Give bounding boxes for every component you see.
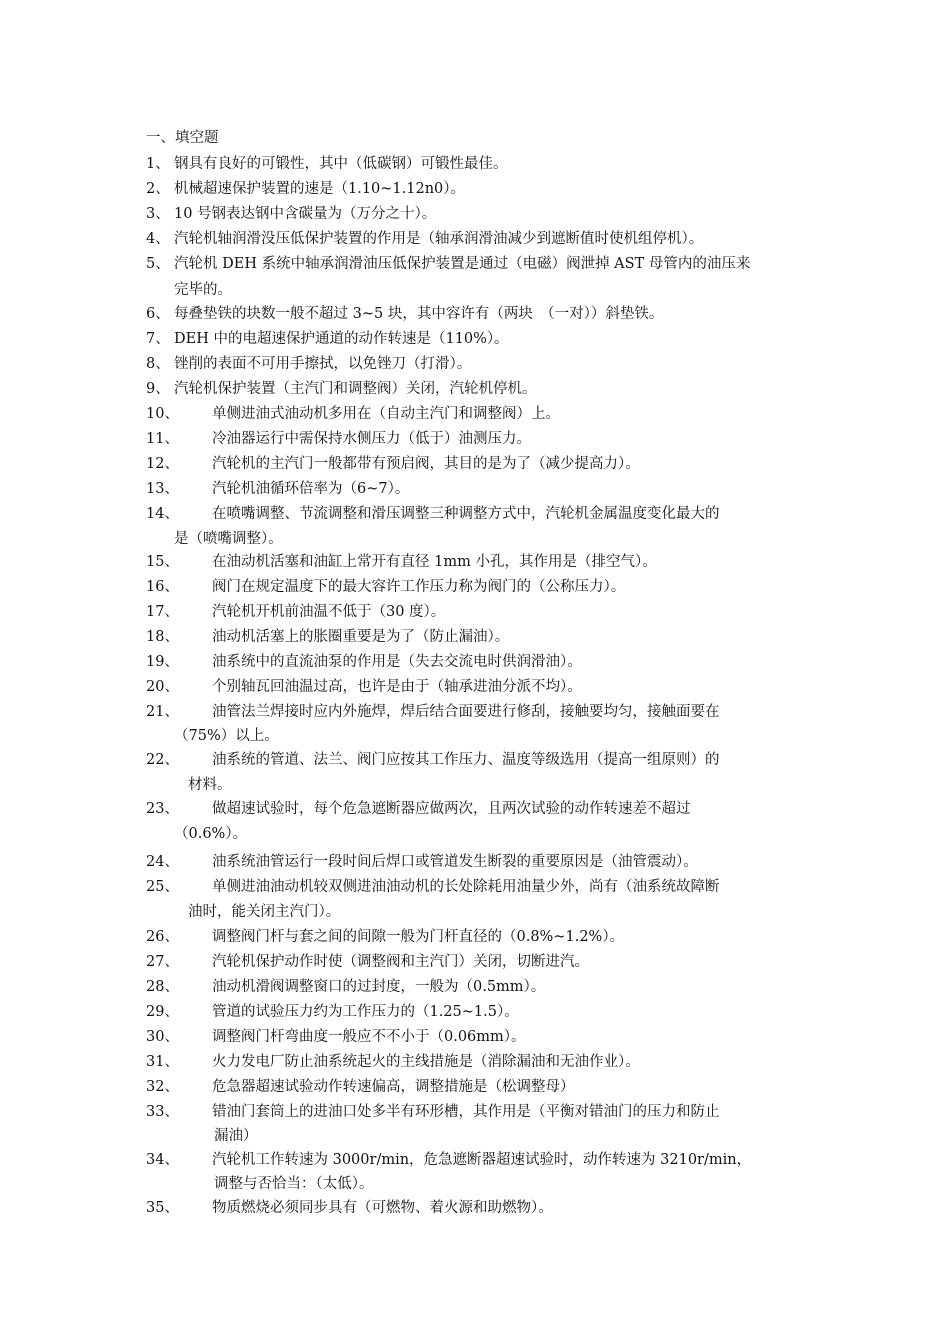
item-number: 25、: [146, 879, 179, 895]
item-text: 汽轮机油循环倍率为（6~7）。: [212, 481, 410, 497]
item-number: 35、: [146, 1200, 179, 1216]
section-heading: 一、填空题: [146, 130, 219, 146]
item-text-continuation: （75%）以上。: [174, 728, 279, 744]
item-text: 钢具有良好的可锻性，其中（低碳钢）可锻性最佳。: [174, 156, 508, 172]
item-number: 27、: [146, 954, 179, 970]
item-text: 调整阀门杆与套之间的间隙一般为门杆直径的（0.8%~1.2%）。: [212, 929, 625, 945]
item-number: 19、: [146, 654, 179, 670]
item-number: 28、: [146, 979, 179, 995]
item-text: 汽轮机的主汽门一般都带有预启阀，其目的是为了（减少提高力）。: [212, 456, 640, 472]
item-text: 火力发电厂防止油系统起火的主线措施是（消除漏油和无油作业）。: [212, 1054, 640, 1070]
item-number: 9、: [146, 381, 170, 397]
item-text: 汽轮机轴润滑没压低保护装置的作用是（轴承润滑油减少到遮断值时使机组停机）。: [174, 231, 704, 247]
item-text: 汽轮机工作转速为 3000r/min，危急遮断器超速试验时，动作转速为 3210r/min，: [212, 1152, 752, 1168]
item-text: 油管法兰焊接时应内外施焊，焊后结合面要进行修刮，接触要均匀，接触面要在: [212, 704, 720, 720]
item-number: 22、: [146, 752, 179, 768]
item-number: 21、: [146, 704, 179, 720]
item-number: 29、: [146, 1004, 179, 1020]
item-text: 冷油器运行中需保持水侧压力（低于）油测压力。: [212, 431, 531, 447]
item-number: 7、: [146, 331, 170, 347]
item-text: 汽轮机保护动作时使（调整阀和主汽门）关闭，切断进汽。: [212, 954, 589, 970]
item-number: 17、: [146, 604, 179, 620]
item-number: 20、: [146, 679, 179, 695]
item-text: DEH 中的电超速保护通道的动作转速是（110%）。: [174, 331, 509, 347]
item-number: 13、: [146, 481, 179, 497]
item-text-continuation: 调整与否恰当：（太低）。: [214, 1176, 374, 1192]
item-number: 4、: [146, 231, 170, 247]
item-number: 15、: [146, 554, 179, 570]
item-number: 10、: [146, 406, 179, 422]
item-text: 油动机活塞上的胀圈重要是为了（防止漏油）。: [212, 629, 510, 645]
item-number: 33、: [146, 1104, 179, 1120]
item-text: 油系统油管运行一段时间后焊口或管道发生断裂的重要原因是（油管震动）。: [212, 854, 698, 870]
item-text-continuation: 油时，能关闭主汽门）。: [188, 904, 341, 920]
item-text: 管道的试验压力约为工作压力的（1.25~1.5）。: [212, 1004, 519, 1020]
item-text: 油动机滑阀调整窗口的过封度，一般为（0.5mm）。: [212, 979, 546, 995]
item-text: 单侧进油油动机较双侧进油油动机的长处除耗用油量少外，尚有（油系统故障断: [212, 879, 720, 895]
item-text-continuation: 是（喷嘴调整）。: [174, 531, 283, 547]
item-number: 24、: [146, 854, 179, 870]
item-text: 物质燃烧必须同步具有（可燃物、着火源和助燃物）。: [212, 1200, 553, 1216]
item-text-continuation: （0.6%）。: [174, 826, 248, 842]
item-number: 14、: [146, 506, 179, 522]
item-text: 油系统的管道、法兰、阀门应按其工作压力、温度等级选用（提高一组原则）的: [212, 752, 720, 768]
item-number: 18、: [146, 629, 179, 645]
item-number: 1、: [146, 156, 170, 172]
item-number: 11、: [146, 431, 179, 447]
item-text: 做超速试验时，每个危急遮断器应做两次，且两次试验的动作转速差不超过: [212, 801, 691, 817]
item-number: 8、: [146, 356, 170, 372]
item-text-continuation: 漏油）: [214, 1128, 258, 1144]
item-number: 2、: [146, 181, 170, 197]
item-text: 调整阀门杆弯曲度一般应不不小于（0.06mm）。: [212, 1029, 526, 1045]
item-number: 6、: [146, 306, 170, 322]
item-text: 10 号钢表达钢中含碳量为（万分之十）。: [174, 206, 437, 222]
item-text: 在油动机活塞和油缸上常开有直径 1mm 小孔，其作用是（排空气）。: [212, 554, 657, 570]
item-text: 在喷嘴调整、节流调整和滑压调整三种调整方式中，汽轮机金属温度变化最大的: [212, 506, 720, 522]
item-number: 31、: [146, 1054, 179, 1070]
item-text: 每叠垫铁的块数一般不超过 3~5 块，其中容许有（两块 （一对））斜垫铁。: [174, 306, 664, 322]
item-number: 32、: [146, 1079, 179, 1095]
item-number: 3、: [146, 206, 170, 222]
item-text: 机械超速保护装置的速是（1.10~1.12n0）。: [174, 181, 466, 197]
item-text: 汽轮机开机前油温不低于（30 度）。: [212, 604, 446, 620]
item-number: 5、: [146, 256, 170, 272]
item-number: 12、: [146, 456, 179, 472]
item-text: 单侧进油式油动机多用在（自动主汽门和调整阀）上。: [212, 406, 560, 422]
item-number: 23、: [146, 801, 179, 817]
item-text: 汽轮机保护装置（主汽门和调整阀）关闭，汽轮机停机。: [174, 381, 537, 397]
item-text: 错油门套筒上的进油口处多半有环形槽，其作用是（平衡对错油门的压力和防止: [212, 1104, 720, 1120]
item-text: 危急器超速试验动作转速偏高，调整措施是（松调整母）: [212, 1079, 575, 1095]
item-number: 16、: [146, 579, 179, 595]
item-text-continuation: 材料。: [188, 777, 232, 793]
item-text: 油系统中的直流油泵的作用是（失去交流电时供润滑油）。: [212, 654, 582, 670]
item-number: 30、: [146, 1029, 179, 1045]
item-text: 锉削的表面不可用手擦拭，以免锉刀（打滑）。: [174, 356, 472, 372]
item-text: 阀门在规定温度下的最大容许工作压力称为阀门的（公称压力）。: [212, 579, 626, 595]
item-text: 个别轴瓦回油温过高，也许是由于（轴承进油分派不均）。: [212, 679, 582, 695]
item-number: 26、: [146, 929, 179, 945]
item-number: 34、: [146, 1152, 179, 1168]
item-text-continuation: 完毕的。: [174, 282, 232, 298]
item-text: 汽轮机 DEH 系统中轴承润滑油压低保护装置是通过（电磁）阀泄掉 AST 母管内的油压来: [174, 256, 751, 272]
